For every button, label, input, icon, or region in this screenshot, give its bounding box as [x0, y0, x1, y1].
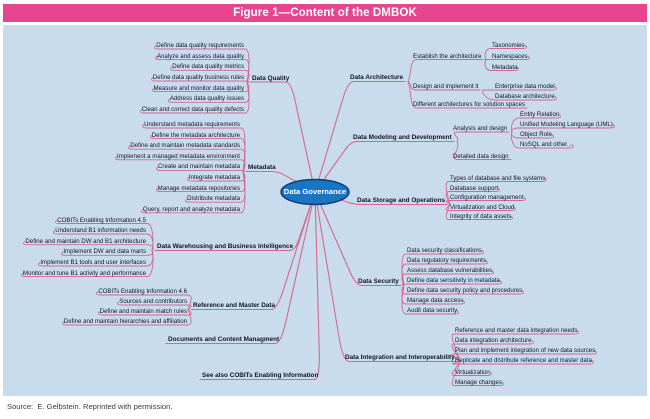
figure-title: Figure 1—Content of the DMBOK — [233, 7, 417, 19]
leaf-data-modeling: Entity Relation — [520, 111, 560, 118]
leaf-data-security: Audit data security — [407, 307, 458, 314]
leaf-dwbi: Monitor and tune B1 activity and performance — [23, 269, 146, 277]
leaf-metadata: Query, report and analyze metadata — [142, 205, 240, 213]
leaf-data-quality: Measure and monitor data quality — [153, 84, 244, 92]
leaf-data-quality: Address data quality issues — [169, 95, 244, 103]
sub-branch-label: Detailed data design — [453, 152, 509, 160]
leaf-data-quality: Define data quality metrics — [172, 63, 244, 71]
branch-label-metadata: Metadata — [248, 164, 276, 171]
leaf-data-security: Data regulatory requirements — [407, 257, 486, 264]
leaf-metadata: Integrate metadata — [188, 174, 240, 181]
leaf-dwbi: COBITs Enabling Information 4.5 — [57, 216, 146, 224]
leaf-data-architecture: Database architecture — [495, 93, 555, 100]
sub-branch-label: Design and implement it — [413, 83, 479, 90]
leaf-ref-master: Define and maintain match rules — [99, 308, 187, 315]
leaf-ref-master: Sources and contributors — [119, 298, 187, 305]
leaf-data-quality: Define data quality business rules — [152, 74, 244, 81]
leaf-data-architecture: Enterprise data model — [495, 83, 555, 90]
leaf-data-security: Assess database vulnerabilities — [407, 267, 493, 274]
leaf-data-storage: Virtualization and Cloud — [450, 203, 515, 211]
branch-label-docs: Documents and Content Managment — [168, 336, 280, 343]
leaf-ref-master: COBITs Enabling Information 4.6 — [98, 288, 187, 295]
leaf-data-security: Data security classifications — [407, 247, 482, 254]
branch-label-data-architecture: Data Architecture — [350, 74, 404, 81]
leaf-dwbi: Define and maintain DW and B1 architecture — [25, 237, 146, 245]
leaf-data-modeling: Unified Modeling Language (UML) — [520, 121, 613, 128]
leaf-data-architecture: Taxonomies — [492, 41, 525, 49]
leaf-dwbi: Understand B1 information needs — [55, 227, 146, 234]
branch-label-data-storage: Data Storage and Operations — [357, 197, 446, 204]
leaf-data-modeling: NoSQL and other... — [520, 141, 572, 148]
leaf-ref-master: Define and maintain hierarchies and affiliation — [63, 318, 187, 325]
leaf-data-integration: Replicate and distribute reference and master data — [455, 357, 592, 364]
branch-label-see-also: See also COBITs Enabling Information — [202, 372, 319, 379]
leaf-dwbi: Implement DW and data marts — [63, 248, 146, 256]
branch-label-data-modeling: Data Modeling and Development — [353, 134, 452, 141]
leaf-data-quality: Clean and correct data quality defects — [141, 106, 244, 113]
leaf-data-quality: Define data quality requirements — [156, 42, 244, 49]
branch-label-data-integration: Data Integration and Interoperability — [345, 354, 455, 361]
leaf-metadata: Distribute metadata — [187, 195, 240, 203]
leaf-data-storage: Integrity of data assets — [450, 212, 512, 220]
leaf-metadata: Manage metadata repositories — [157, 184, 240, 192]
center-node-label: Data Governance — [283, 187, 347, 196]
leaf-data-storage: Database support — [450, 184, 499, 192]
branch-label-data-security: Data Security — [358, 278, 399, 285]
leaf-data-architecture: Metadata — [492, 63, 518, 71]
branch-label-data-quality: Data Quality — [252, 74, 290, 82]
leaf-data-storage: Configuration management — [450, 193, 524, 201]
sub-branch-label: Analysis and design — [453, 125, 508, 132]
leaf-data-integration: Data integration architecture — [455, 337, 532, 344]
leaf-data-modeling: Object Role — [520, 131, 552, 138]
leaf-data-architecture: Namespaces — [492, 52, 528, 60]
leaf-data-quality: Analyze and assess data quality — [156, 52, 244, 60]
leaf-data-integration: Manage changes — [455, 378, 502, 386]
sub-branch-label: Different architectures for solution spaces — [413, 101, 525, 108]
leaf-dwbi: Implement B1 tools and user interfaces — [40, 259, 146, 266]
leaf-data-storage: Types of database and file systems — [450, 174, 546, 182]
leaf-metadata: Define the metadata architecture — [151, 131, 240, 139]
leaf-data-integration: Reference and master data integration needs — [455, 327, 578, 334]
leaf-metadata: Create and maintain metadata — [158, 163, 240, 171]
leaf-metadata: Implement a managed metadata environment — [117, 152, 240, 160]
leaf-metadata: Define and maintain metadata standards — [130, 142, 240, 150]
leaf-data-security: Manage data access — [407, 297, 464, 304]
source-credit: Source: E. Gelbstein. Reprinted with permission. — [7, 402, 173, 411]
leaf-metadata: Understand metadata requirements — [144, 121, 240, 128]
leaf-data-integration: Virtualization — [455, 368, 490, 376]
leaf-data-security: Define data security policy and procedures — [407, 287, 523, 294]
leaf-data-integration: Plan and implement integration of new data sources — [455, 347, 596, 354]
leaf-data-security: Define data sensitivity in metadata — [407, 277, 500, 284]
branch-label-ref-master: Reference and Master Data — [193, 302, 276, 309]
sub-branch-label: Establish the architecture — [413, 52, 482, 60]
branch-label-dwbi: Data Warehousing and Business Intelligence — [157, 243, 294, 250]
